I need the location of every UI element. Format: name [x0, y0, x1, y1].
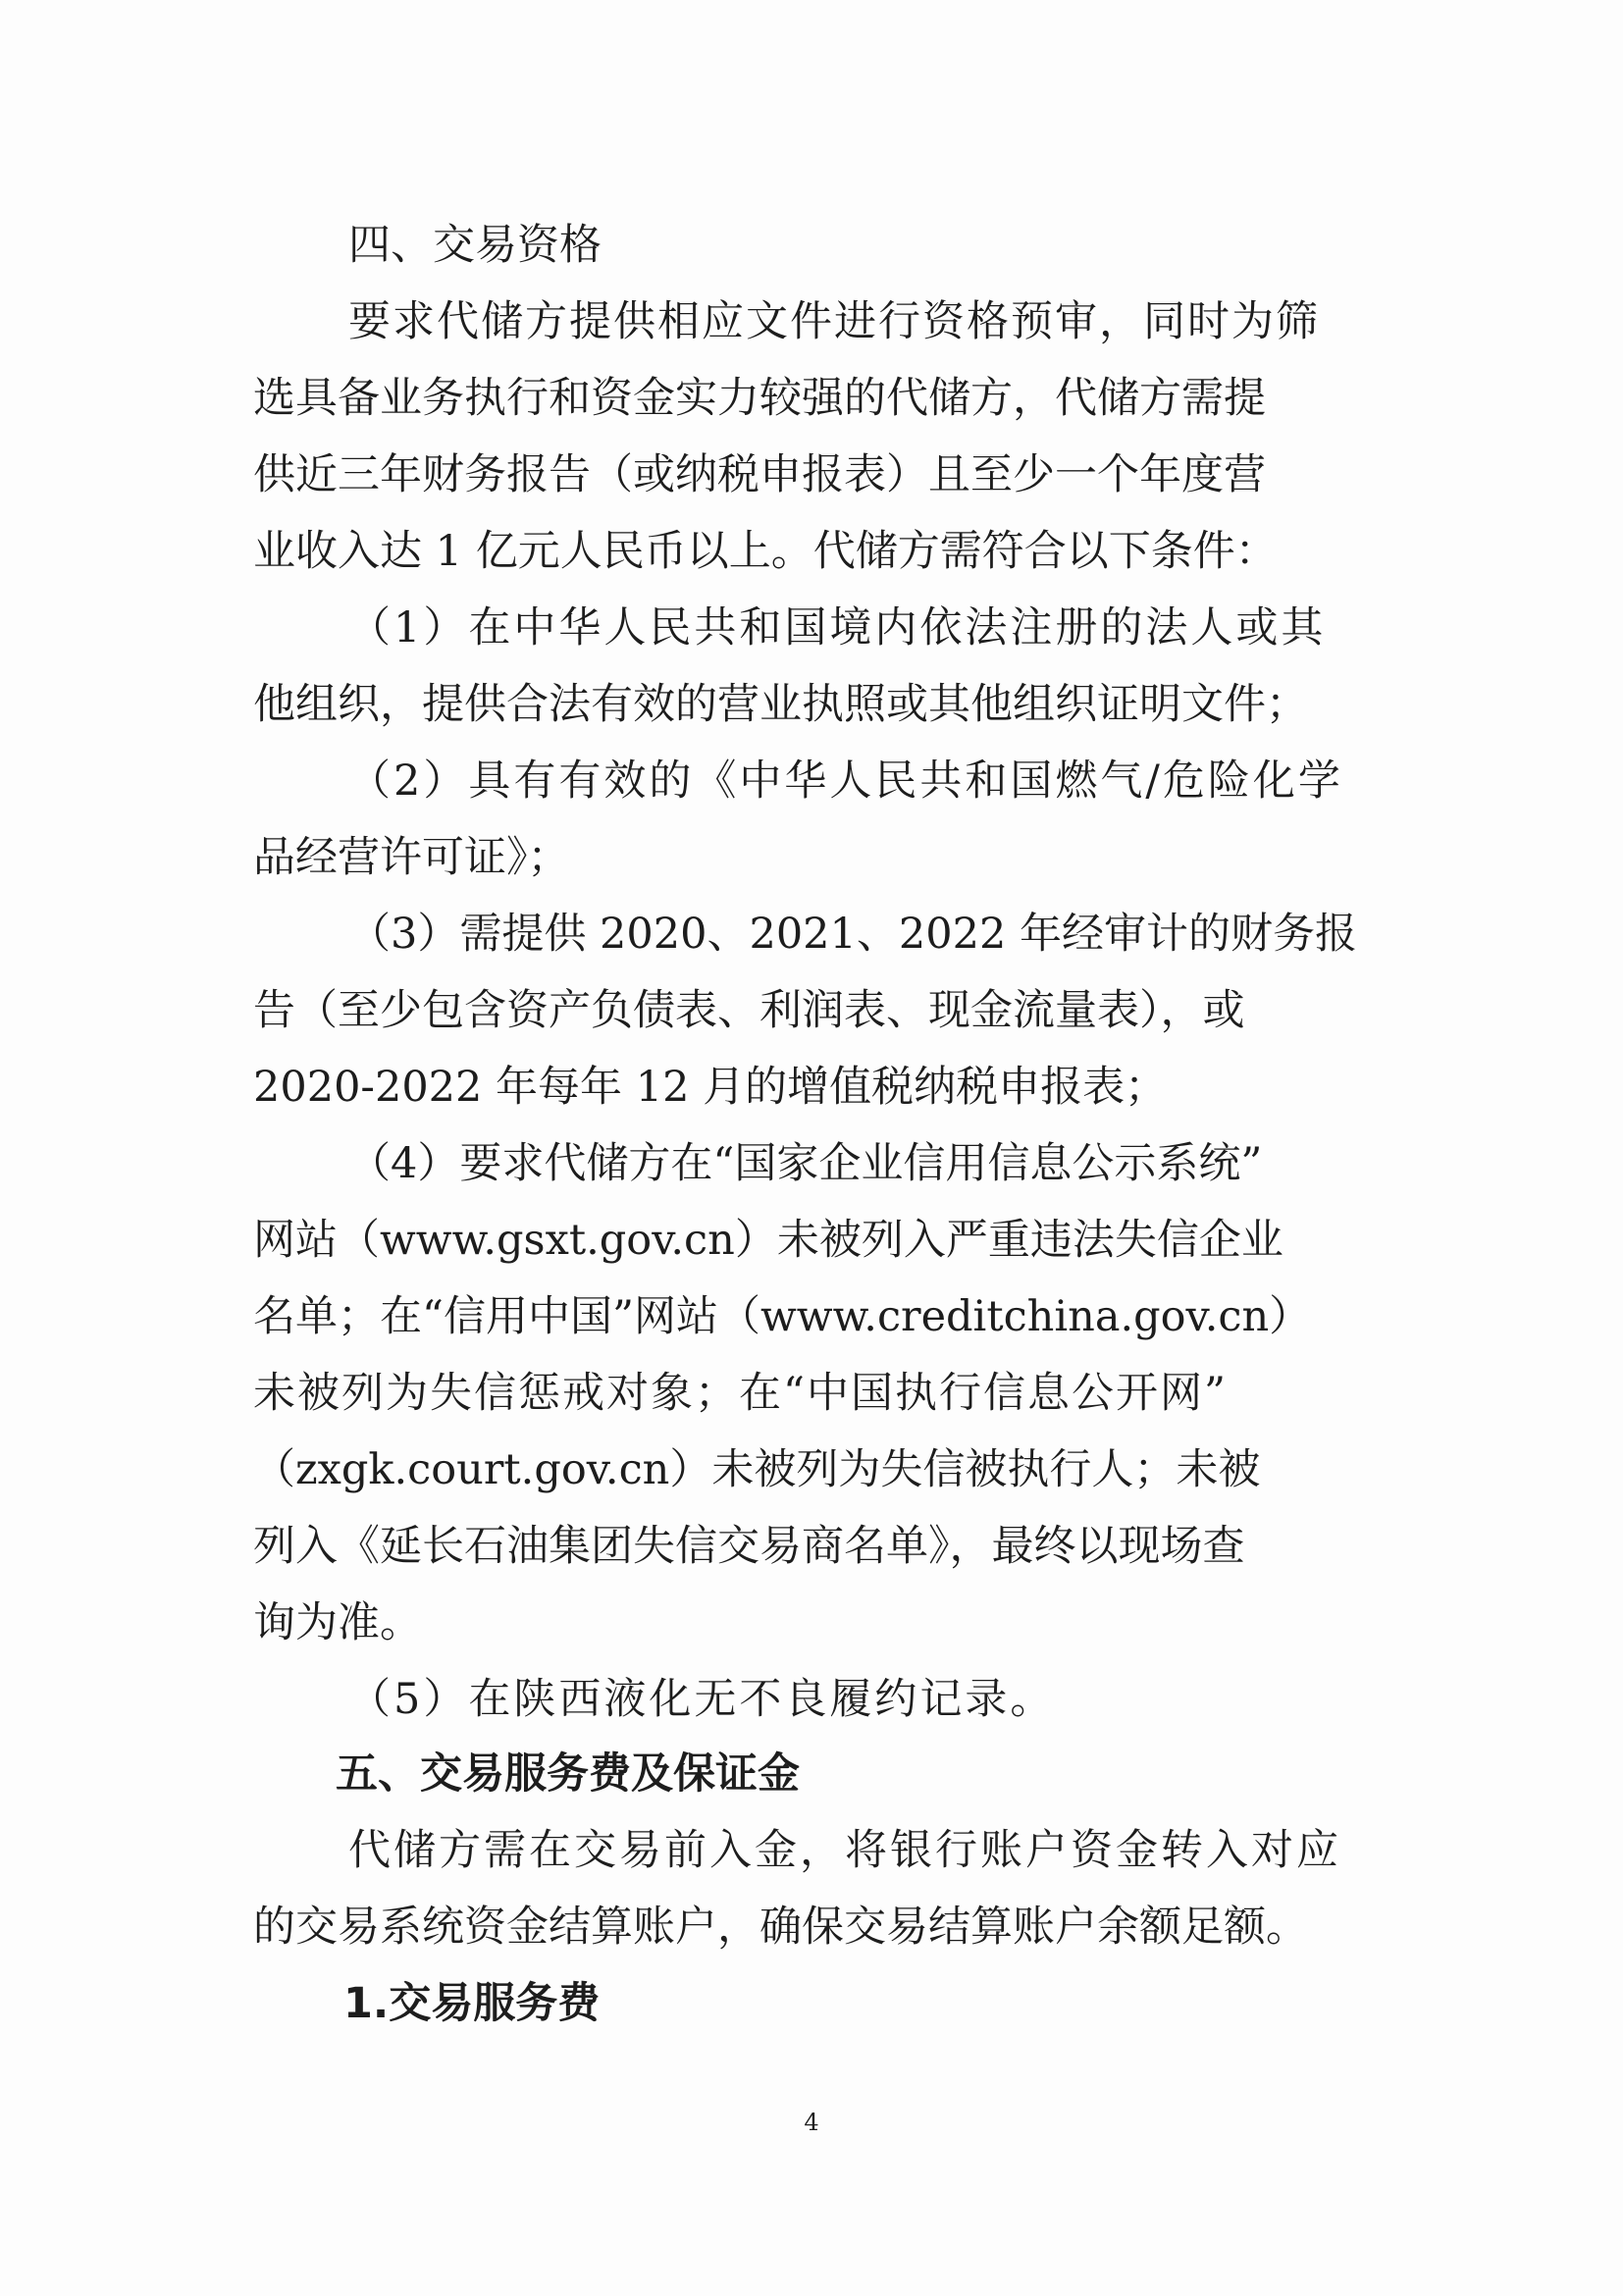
section4-intro-line-3: 供近三年财务报告（或纳税申报表）且至少一个年度营 — [253, 450, 1266, 499]
item5-line: （5）在陕西液化无不良履约记录。 — [348, 1675, 1056, 1724]
page-number: 4 — [804, 2109, 819, 2136]
section5-sub1-heading: 1.交易服务费 — [343, 1979, 601, 2028]
section4-intro-line-1: 要求代储方提供相应文件进行资格预审，同时为筛 — [348, 297, 1320, 346]
item4-line-5: （zxgk.court.gov.cn）未被列为失信被执行人；未被 — [253, 1445, 1261, 1494]
section4-heading: 四、交易资格 — [348, 221, 602, 270]
item4-line-6: 列入《延长石油集团失信交易商名单》，最终以现场查 — [253, 1522, 1245, 1571]
item4-line-4: 未被列为失信惩戒对象；在“中国执行信息公开网” — [253, 1369, 1228, 1418]
item4-line-2: 网站（www.gsxt.gov.cn）未被列入严重违法失信企业 — [253, 1216, 1283, 1265]
section5-heading: 五、交易服务费及保证金 — [336, 1749, 800, 1799]
item4-line-7: 询为准。 — [253, 1598, 422, 1647]
section4-intro-line-4: 业收入达 1 亿元人民币以上。代储方需符合以下条件： — [253, 527, 1278, 576]
item1-line-2: 他组织，提供合法有效的营业执照或其他组织证明文件； — [253, 680, 1308, 729]
section5-body-line-2: 的交易系统资金结算账户，确保交易结算账户余额足额。 — [253, 1903, 1308, 1952]
section5-body-line-1: 代储方需在交易前入金，将银行账户资金转入对应 — [348, 1826, 1341, 1875]
item2-line-1: （2）具有有效的《中华人民共和国燃气/危险化学 — [348, 757, 1343, 806]
section4-intro-line-2: 选具备业务执行和资金实力较强的代储方，代储方需提 — [253, 374, 1266, 423]
item3-line-2: 告（至少包含资产负债表、利润表、现金流量表），或 — [253, 986, 1245, 1035]
item1-line-1: （1）在中华人民共和国境内依法注册的法人或其 — [348, 603, 1327, 652]
item4-line-3: 名单；在“信用中国”网站（www.creditchina.gov.cn） — [253, 1292, 1312, 1341]
item4-line-1: （4）要求代储方在“国家企业信用信息公示系统” — [348, 1139, 1263, 1188]
item3-line-3: 2020-2022 年每年 12 月的增值税纳税申报表； — [253, 1063, 1168, 1112]
item3-line-1: （3）需提供 2020、2021、2022 年经审计的财务报 — [348, 910, 1357, 959]
item2-line-2: 品经营许可证》； — [253, 833, 570, 882]
